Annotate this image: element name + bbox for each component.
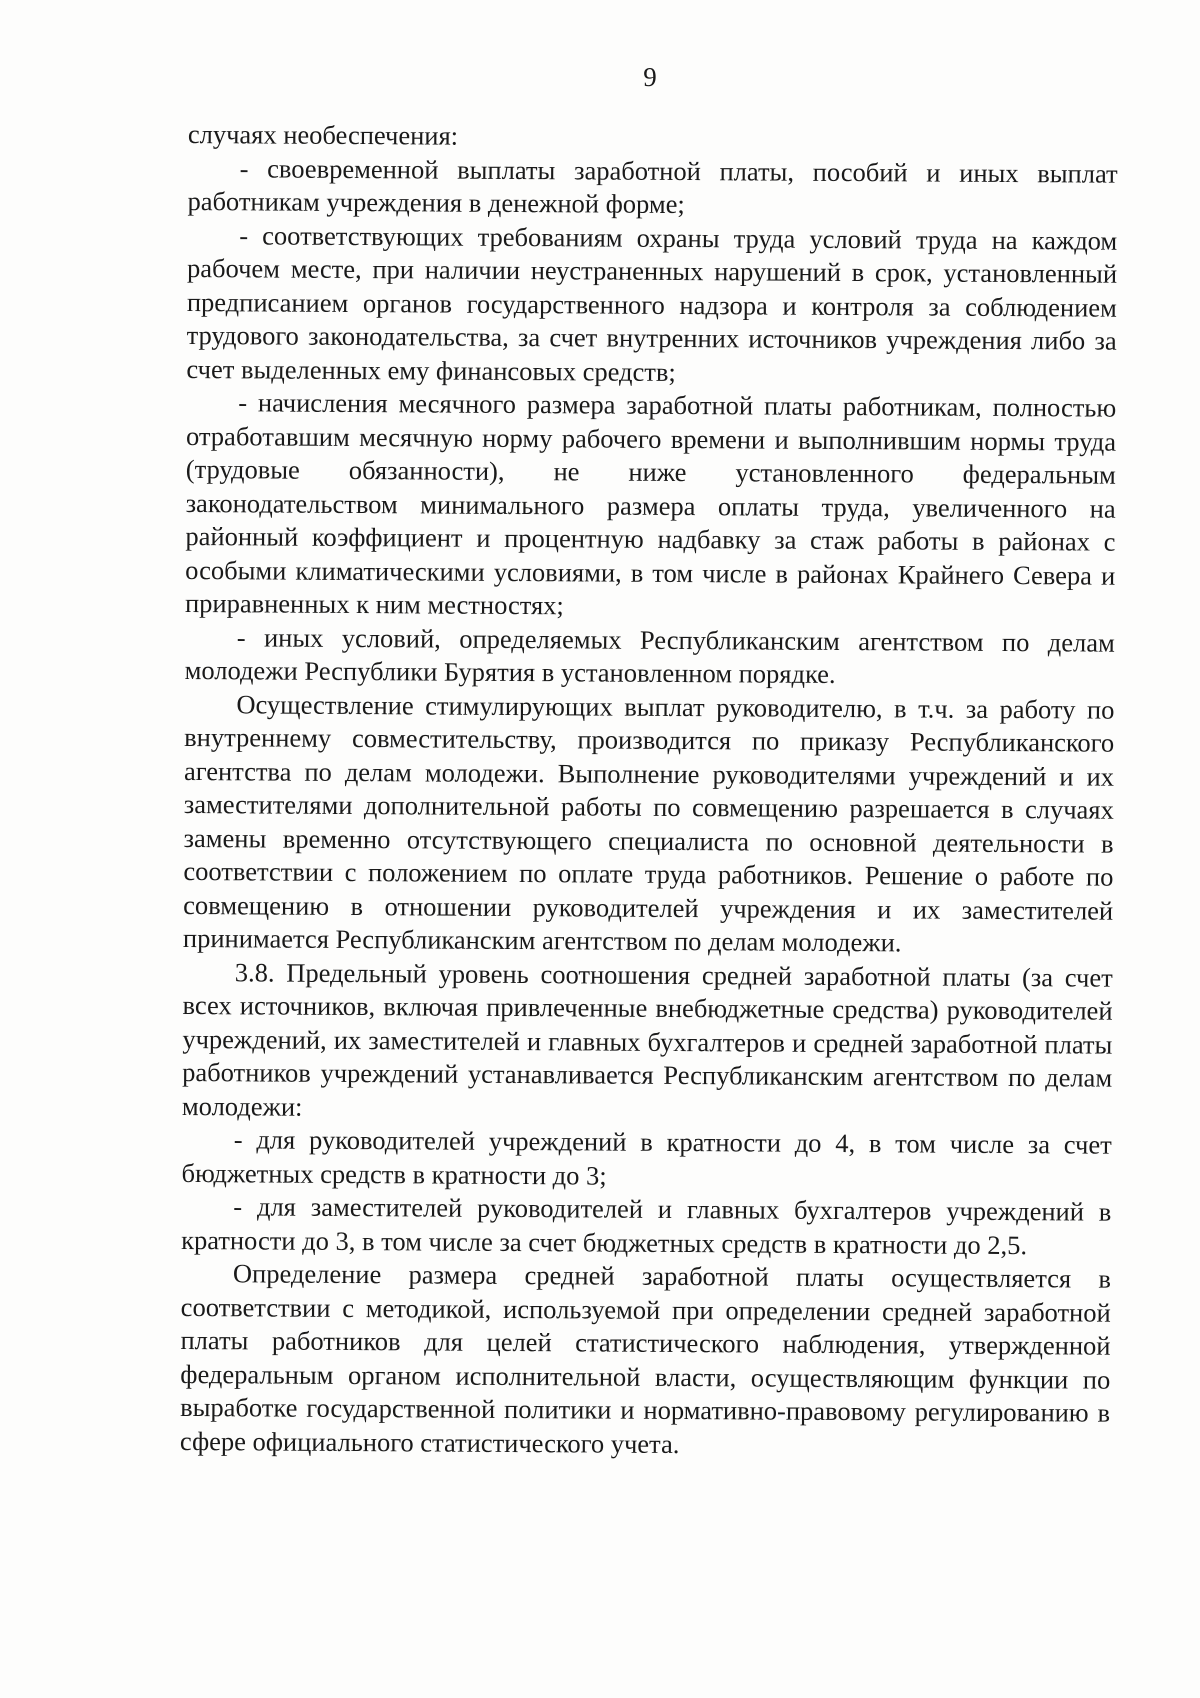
paragraph-section-3-8: 3.8. Предельный уровень соотношения средней заработной платы (за счет всех источников, включая привлеченные внебюджетные средства) руководителей учреждений, их заместителей и главных бухгалтеров и средней заработной платы работников учреждений устанавливается Республиканским агентством по делам молодежи: [181, 956, 1113, 1122]
paragraph-average-wage-method: Определение размера средней заработной платы осуществляется в соответствии с методикой, используемой при определении средней заработной платы работников для целей статистического наблюдения, утвержденной федеральным органом исполнительной власти, осуществляющим функции по выработке государственной политики и нормативно-правовому регулированию в сфере официального статистического учета. [179, 1258, 1112, 1459]
page-number: 9 [643, 62, 657, 92]
paragraph-item-wage-payment: - своевременной выплаты заработной платы, пособий и иных выплат работникам учреждения в денежной форме; [187, 152, 1118, 220]
paragraph-continuation: случаях необеспечения: [187, 118, 459, 151]
paragraph-item-labor-safety: - соответствующих требованиям охраны труда условий труда на каждом рабочем месте, при наличии неустраненных нарушений в срок, установленный предписанием органов государственного надзора и контроля за соблюдением трудового законодательства, за счет внутренних источников учреждения либо за счет выделенных ему финансовых средств; [186, 219, 1118, 387]
paragraph-item-heads-ratio: - для руководителей учреждений в кратности до 4, в том числе за счет бюджетных средств в кратности до 3; [181, 1124, 1112, 1191]
paragraph-item-other-conditions: - иных условий, определяемых Республиканским агентством по делам молодежи Республики Бурятия в установленном порядке. [184, 621, 1115, 689]
paragraph-item-deputies-ratio: - для заместителей руководителей и главных бухгалтеров учреждений в кратности до 3, в том числе за счет бюджетных средств в кратности до 2,5. [181, 1191, 1112, 1260]
paragraph-item-minimum-wage: - начисления месячного размера заработной платы работникам, полностью отработавшим месячную норму рабочего времени и выполнившим нормы труда (трудовые обязанности), не ниже установленного федеральным законодательством минимального размера оплаты труда, увеличенного на районный коэффициент и процентную надбавку за стаж работы в районах с особыми климатическими условиями, в том числе в районах Крайнего Севера и приравненных к ним местностях; [184, 387, 1117, 621]
paragraph-incentive-payments: Осуществление стимулирующих выплат руководителю, в т.ч. за работу по внутреннему совместительству, производится по приказу Республиканского агентства по делам молодежи. Выполнение руководителями учреждений и их заместителями дополнительной работы по совмещению разрешается в случаях замены временно отсутствующего специалиста по основной деятельности в соответствии с положением по оплате труда работников. Решение о работе по совмещению в отношении руководителей учреждения и их заместителей принимается Республиканским агентством по делам молодежи. [182, 688, 1115, 958]
document-body [180, 118, 1118, 1464]
